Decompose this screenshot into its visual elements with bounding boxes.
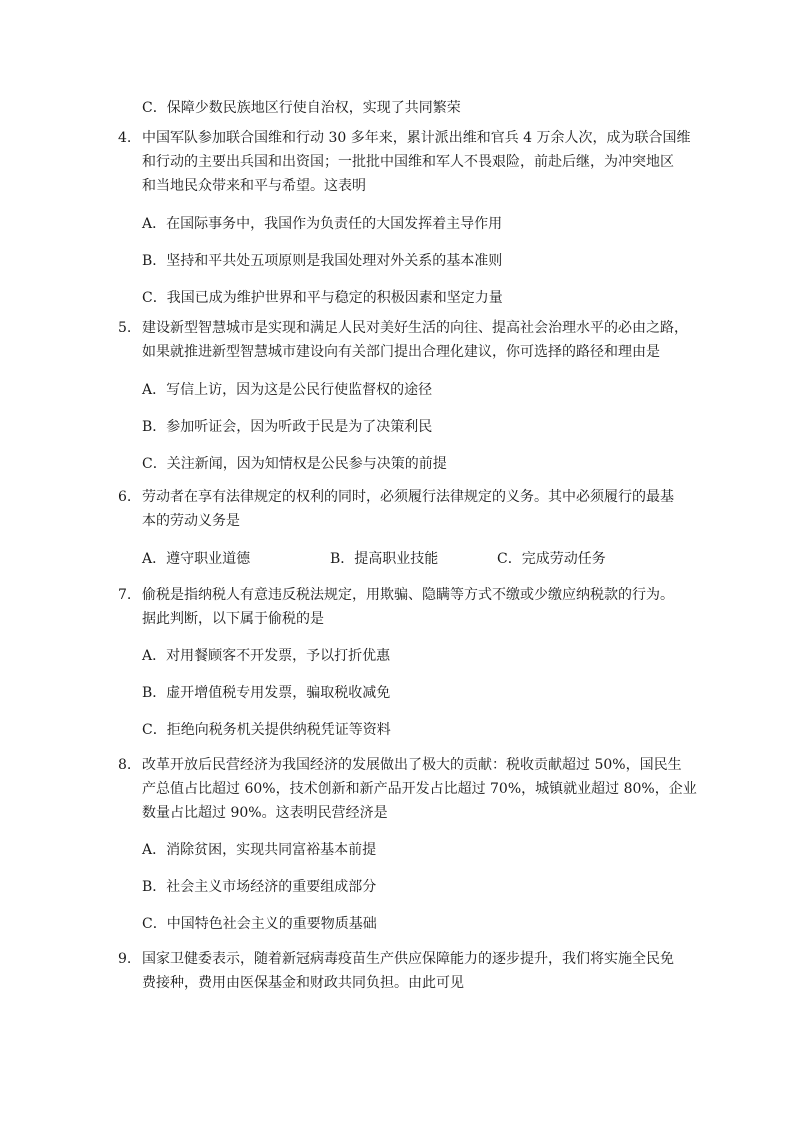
q6-option-b: B．提高职业技能 (330, 551, 439, 567)
q7-stem-line-2: 据此判断，以下属于偷税的是 (142, 611, 324, 627)
q5-stem-line-1: 建设新型智慧城市是实现和满足人民对美好生活的向往、提高社会治理水平的必由之路， (142, 320, 688, 336)
q4-option-a: A．在国际事务中，我国作为负责任的大国发挥着主导作用 (142, 216, 503, 232)
q7-stem-line-1: 偷税是指纳税人有意违反税法规定，用欺骗、隐瞒等方式不缴或少缴应纳税款的行为。 (142, 587, 674, 603)
q6-stem-line-2: 本的劳动义务是 (142, 513, 240, 529)
q8-stem-line-2: 产总值占比超过 60%，技术创新和新产品开发占比超过 70%，城镇就业超过 80%，企业 (142, 781, 697, 797)
q8-option-a: A．消除贫困，实现共同富裕基本前提 (142, 842, 377, 858)
q7-option-c: C．拒绝向税务机关提供纳税凭证等资料 (142, 722, 391, 738)
q7-option-b: B．虚开增值税专用发票，骗取税收减免 (142, 685, 391, 701)
q4-option-c: C．我国已成为维护世界和平与稳定的积极因素和坚定力量 (142, 290, 503, 306)
q4-stem-line-1: 中国军队参加联合国维和行动 30 多年来，累计派出维和官兵 4 万余人次，成为联合国维 (142, 130, 691, 146)
q8-number: 8. (118, 757, 132, 773)
q9-stem-line-1: 国家卫健委表示，随着新冠病毒疫苗生产供应保障能力的逐步提升，我们将实施全民免 (142, 951, 674, 967)
q5-number: 5. (118, 320, 132, 336)
q7-number: 7. (118, 587, 132, 603)
q8-option-b: B．社会主义市场经济的重要组成部分 (142, 879, 377, 895)
q4-stem-line-2: 和行动的主要出兵国和出资国；一批批中国维和军人不畏艰险，前赴后继，为冲突地区 (142, 154, 674, 170)
q6-stem-line-1: 劳动者在享有法律规定的权利的同时，必须履行法律规定的义务。其中必须履行的最基 (142, 489, 674, 505)
q6-number: 6. (118, 489, 132, 505)
q7-option-a: A．对用餐顾客不开发票，予以打折优惠 (142, 648, 391, 664)
q8-stem-line-3: 数量占比超过 90%。这表明民营经济是 (142, 805, 388, 821)
q6-option-a: A．遵守职业道德 (142, 551, 251, 567)
q8-option-c: C．中国特色社会主义的重要物质基础 (142, 916, 377, 932)
q9-stem-line-2: 费接种，费用由医保基金和财政共同负担。由此可见 (142, 975, 464, 991)
q8-stem-line-1: 改革开放后民营经济为我国经济的发展做出了极大的贡献：税收贡献超过 50%，国民生 (142, 757, 682, 773)
q5-option-a: A．写信上访，因为这是公民行使监督权的途径 (142, 382, 433, 398)
q4-option-b: B．坚持和平共处五项原则是我国处理对外关系的基本准则 (142, 253, 503, 269)
q5-option-c: C．关注新闻，因为知情权是公民参与决策的前提 (142, 456, 447, 472)
q3-option-c: C．保障少数民族地区行使自治权，实现了共同繁荣 (142, 100, 461, 116)
q5-option-b: B．参加听证会，因为听政于民是为了决策利民 (142, 419, 433, 435)
q5-stem-line-2: 如果就推进新型智慧城市建设向有关部门提出合理化建议，你可选择的路径和理由是 (142, 344, 660, 360)
q9-number: 9. (118, 951, 132, 967)
q6-option-c: C．完成劳动任务 (497, 551, 606, 567)
q4-number: 4. (118, 130, 132, 146)
q4-stem-line-3: 和当地民众带来和平与希望。这表明 (142, 178, 366, 194)
